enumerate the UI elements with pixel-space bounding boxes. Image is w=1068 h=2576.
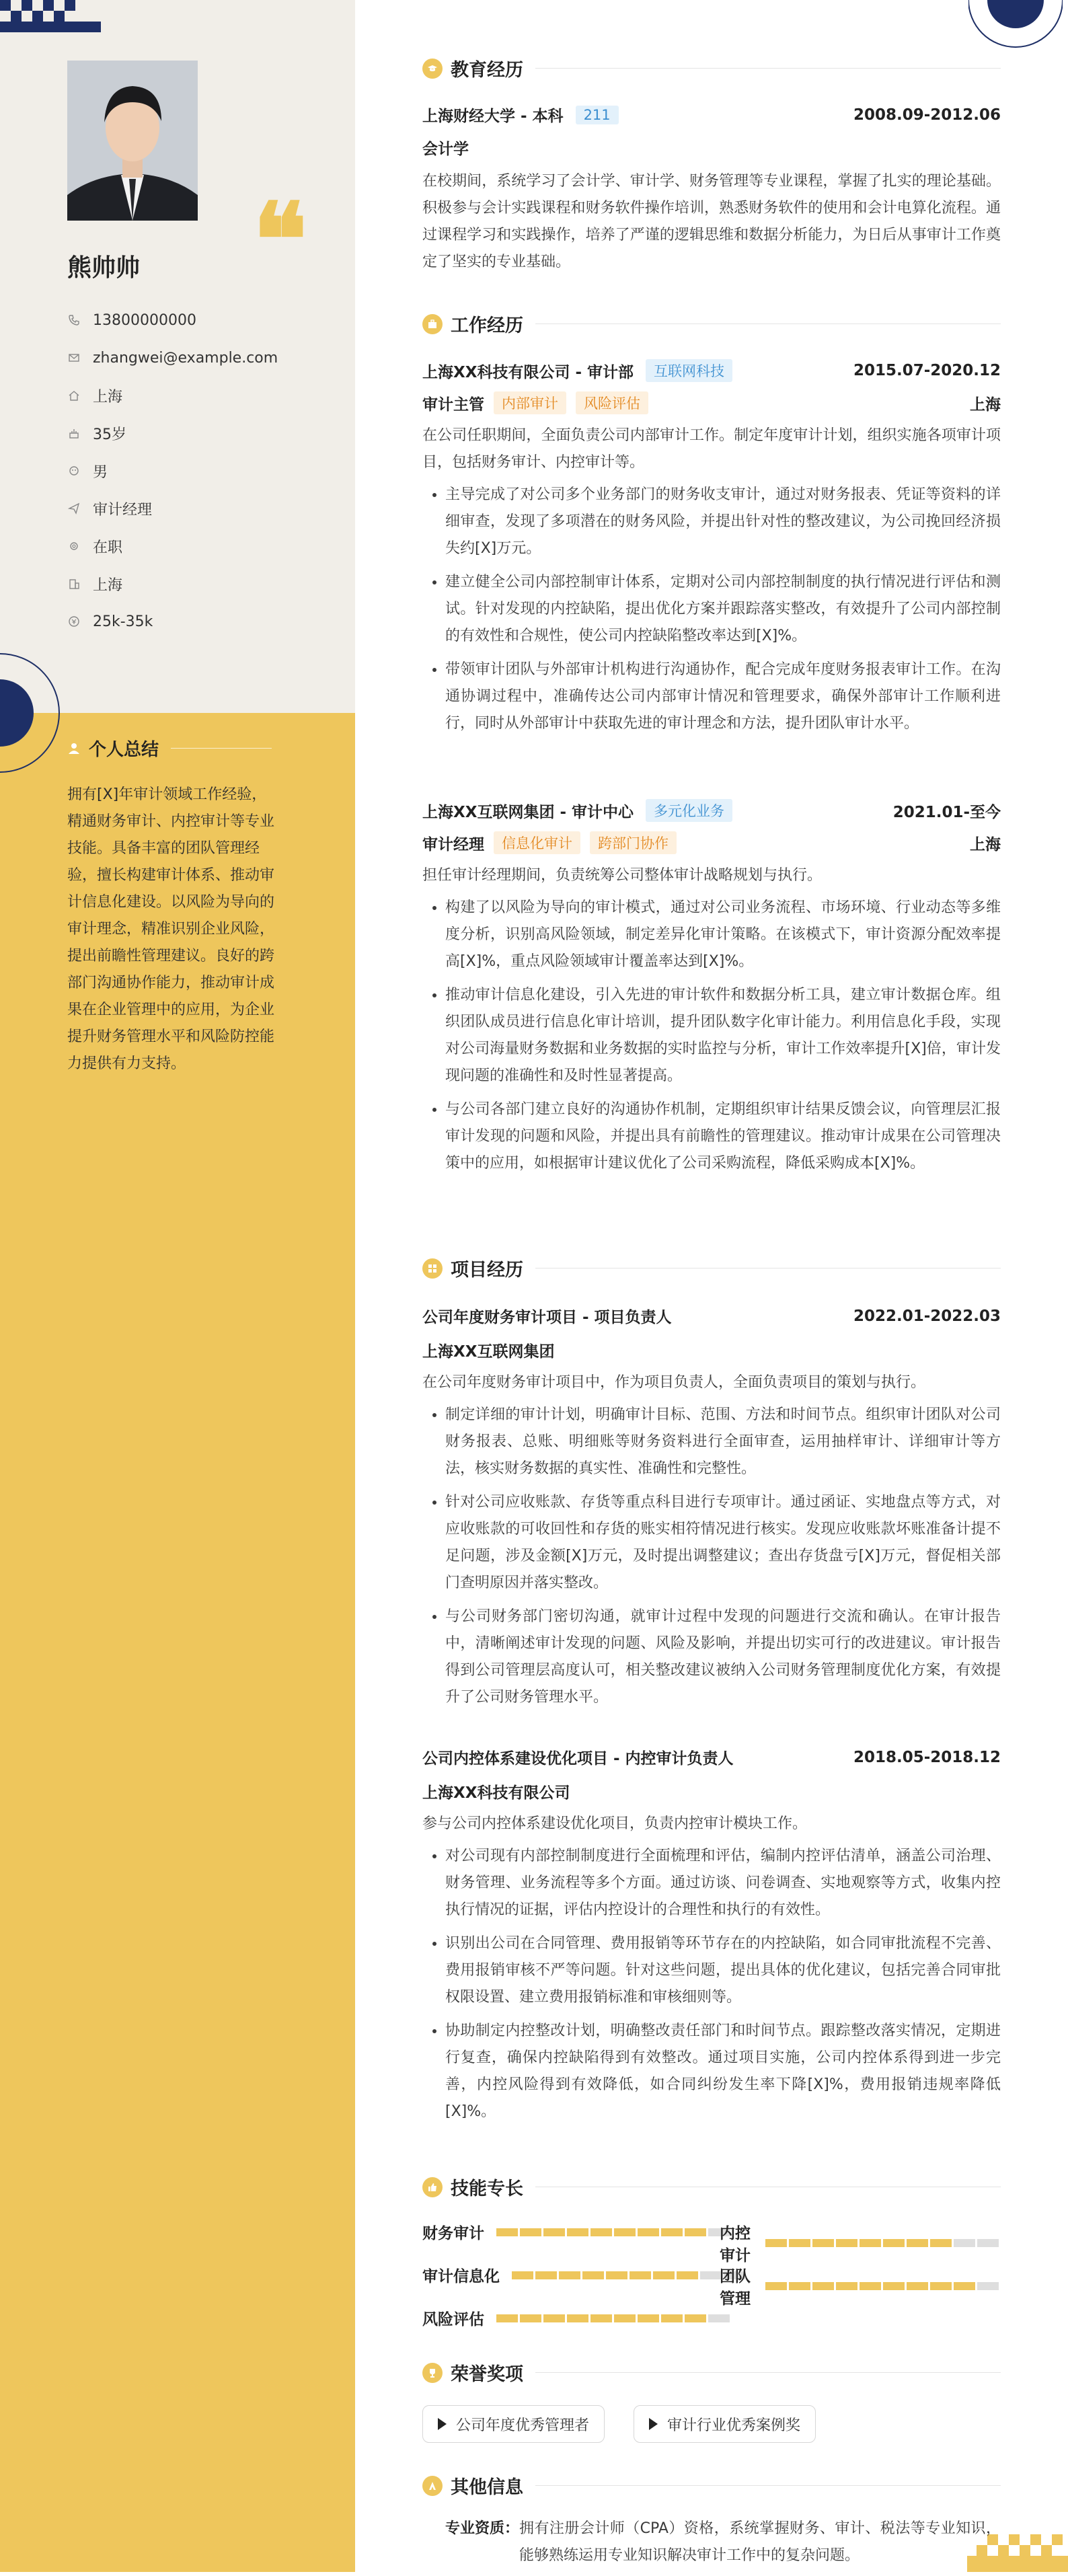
awards-rule xyxy=(535,2372,1001,2373)
award-1-text: 公司年度优秀管理者 xyxy=(456,2417,590,2434)
circle-decoration-left xyxy=(0,646,61,780)
project-entry-2 xyxy=(422,1746,1001,2132)
cake-icon xyxy=(67,426,81,440)
projects-heading xyxy=(422,1255,1001,1281)
job-2-tag-2: 跨部门协作 xyxy=(590,831,677,854)
skill-bar-segment xyxy=(496,2228,518,2236)
job-2-tag-1: 信息化审计 xyxy=(494,831,580,854)
info-salary xyxy=(67,603,336,640)
status-text: 在职 xyxy=(93,539,123,556)
work-entry-2 xyxy=(422,799,1001,1184)
other-list xyxy=(422,2515,1001,2569)
education-entry xyxy=(422,104,1001,276)
project-icon xyxy=(422,1258,443,1279)
skill-bar-segment xyxy=(765,2239,787,2247)
skill-bar-segment xyxy=(661,2228,683,2236)
awards-heading xyxy=(422,2359,1001,2386)
skill-bar-segment xyxy=(590,2228,612,2236)
skill-4-name: 团队管理 xyxy=(720,2268,751,2308)
other-info xyxy=(422,2515,1001,2576)
skill-bar-segment xyxy=(638,2228,659,2236)
job-1-industry: 互联网科技 xyxy=(646,359,732,382)
skill-bar-segment xyxy=(661,2314,683,2322)
skill-bar-segment xyxy=(677,2271,698,2279)
skill-bar-segment xyxy=(685,2228,706,2236)
education-major-row xyxy=(422,137,1001,159)
skill-bar-segment xyxy=(977,2239,999,2247)
job-1-role-row xyxy=(422,391,1001,414)
skill-bar-segment xyxy=(860,2239,881,2247)
list-item: • 针对公司应收账款、存货等重点科目进行专项审计。通过函证、实地盘点等方式，对应收账款的可收回性和存货的账实相符情况进行核实。发现应收账款坏账准备计提不足问题，涉及金额[X]万元，及时提出调整建议；查出存货盘亏[X]万元，督促相关部门查明原因并落实整改。 xyxy=(445,1489,1001,1597)
phone-text: 13800000000 xyxy=(93,311,196,329)
project-1-header xyxy=(422,1305,1001,1327)
education-major: 会计学 xyxy=(422,141,469,158)
list-item: • 主导完成了对公司多个业务部门的财务收支审计，通过对财务报表、凭证等资料的详细审查，发现了多项潜在的财务风险，并提出针对性的整改建议，为公司挽回经济损失约[X]万元。 xyxy=(445,482,1001,562)
city-text: 上海 xyxy=(93,576,123,594)
phone-icon xyxy=(67,313,81,327)
education-header xyxy=(422,104,1001,126)
list-item: • 制定详细的审计计划，明确审计目标、范围、方法和时间节点。组织审计团队对公司财务报表、总账、明细账等财务资料进行全面审查，运用抽样审计、详细审计等方法，核实财务数据的真实性、准确性和完整性。 xyxy=(445,1402,1001,1482)
skill-3 xyxy=(422,2264,747,2286)
info-city xyxy=(67,565,336,603)
job-1-tag-2: 风险评估 xyxy=(576,391,648,414)
award-1 xyxy=(422,2405,605,2443)
summary-divider xyxy=(171,748,272,749)
skill-bar-segment xyxy=(700,2271,722,2279)
skill-bar-segment xyxy=(559,2271,580,2279)
contact-info xyxy=(67,301,336,640)
skill-bar-segment xyxy=(836,2282,857,2290)
project-1-intro: 在公司年度财务审计项目中，作为项目负责人，全面负责项目的策划与执行。 xyxy=(422,1374,926,1391)
project-2-intro: 参与公司内控体系建设优化项目，负责内控审计模块工作。 xyxy=(422,1815,808,1832)
skill-5-bar xyxy=(496,2314,732,2322)
work-title: 工作经历 xyxy=(451,315,523,336)
skill-bar-segment xyxy=(812,2239,834,2247)
play-icon xyxy=(649,2418,658,2430)
job-2-role-row xyxy=(422,831,1001,854)
project-2-org: 上海XX科技有限公司 xyxy=(422,1784,570,1802)
briefcase-icon xyxy=(422,314,443,334)
skill-1-bar xyxy=(496,2228,732,2236)
other-title: 其他信息 xyxy=(451,2477,523,2498)
job-1-tag-1: 内部审计 xyxy=(494,391,566,414)
list-item: • 带领审计团队与外部审计机构进行沟通协作，配合完成年度财务报表审计工作。在沟通协调过程中，准确传达公司内部审计情况和管理要求，确保外部审计工作顺利进行，同时从外部审计中获取先进的审计理念和方法，提升团队审计水平。 xyxy=(445,656,1001,737)
candidate-name: 熊帅帅 xyxy=(67,254,141,282)
skill-bar-segment xyxy=(789,2282,810,2290)
list-item: • 协助制定内控整改计划，明确整改责任部门和时间节点。跟踪整改落实情况，定期进行复查，确保内控缺陷得到有效整改。通过项目实施，公司内控体系得到进一步完善，内控风险得到有效降低，如合同纠纷发生率下降[X]%，费用报销违规率降低[X]%。 xyxy=(445,2018,1001,2125)
skill-bar-segment xyxy=(977,2282,999,2290)
play-icon xyxy=(438,2418,447,2430)
job-2-bullets xyxy=(422,895,1001,1177)
circle-decoration-top-right xyxy=(968,0,1063,54)
quote-icon: ❝ xyxy=(253,181,307,299)
job-1-header xyxy=(422,359,1001,382)
award-2 xyxy=(634,2405,816,2443)
skill-bar-segment xyxy=(653,2271,675,2279)
award-2-text: 审计行业优秀案例奖 xyxy=(667,2417,801,2434)
skill-bar-segment xyxy=(954,2282,975,2290)
skill-bar-segment xyxy=(543,2228,565,2236)
list-item: • 建立健全公司内部控制审计体系，定期对公司内部控制制度的执行情况进行评估和测试。针对发现的内控缺陷，提出优化方案并跟踪落实整改，有效提升了公司内部控制的有效性和合规性，使公司内控缺陷整改率达到[X]%。 xyxy=(445,569,1001,650)
skill-bar-segment xyxy=(590,2314,612,2322)
skill-2-bar xyxy=(765,2239,1001,2247)
skill-3-bar xyxy=(512,2271,747,2279)
skill-bar-segment xyxy=(789,2239,810,2247)
school-name: 上海财经大学 - 本科 xyxy=(422,108,564,125)
skill-2 xyxy=(720,2221,1001,2265)
skill-bar-segment xyxy=(883,2282,905,2290)
job-1-date: 2015.07-2020.12 xyxy=(853,362,1001,379)
education-title: 教育经历 xyxy=(451,60,523,81)
list-item xyxy=(445,2515,1001,2569)
list-item: • 与公司财务部门密切沟通，就审计过程中发现的问题进行交流和确认。在审计报告中，清晰阐述审计发现的问题、风险及影响，并提出切实可行的改进建议。审计报告得到公司管理层高度认可，相关整改建议被纳入公司财务管理制度优化方案，有效提升了公司财务管理水平。 xyxy=(445,1603,1001,1711)
money-icon xyxy=(67,615,81,628)
skill-bar-segment xyxy=(883,2239,905,2247)
list-item: • 识别出公司在合同管理、费用报销等环节存在的内控缺陷，如合同审批流程不完善、费用报销审核不严等问题。针对这些问题，提出具体的优化建议，包括完善合同审批权限设置、建立费用报销标准和审核细则等。 xyxy=(445,1930,1001,2011)
skill-bar-segment xyxy=(606,2271,627,2279)
education-icon xyxy=(422,59,443,79)
other-label: 专业资质： xyxy=(445,2520,520,2537)
skill-bar-segment xyxy=(630,2271,651,2279)
job-1-city: 上海 xyxy=(970,395,1001,414)
skill-bar-segment xyxy=(520,2228,541,2236)
gear-icon xyxy=(67,539,81,553)
project-entry-1 xyxy=(422,1305,1001,1718)
list-item: • 推动审计信息化建设，引入先进的审计软件和数据分析工具，建立审计数据仓库。组织团队成员进行信息化审计培训，提升团队数字化审计能力。利用信息化手段，实现对公司海量财务数据和业务数据的实时监控与分析，审计工作效率提升[X]倍，审计发现问题的准确性和及时性显著提高。 xyxy=(445,982,1001,1090)
gender-text: 男 xyxy=(93,463,108,481)
project-1-date: 2022.01-2022.03 xyxy=(853,1307,1001,1325)
skill-1 xyxy=(422,2221,732,2243)
checker-decoration-top xyxy=(0,0,108,34)
skill-bar-segment xyxy=(765,2282,787,2290)
skill-bar-segment xyxy=(638,2314,659,2322)
list-item: • 与公司各部门建立良好的沟通协作机制，定期组织审计结果反馈会议，向管理层汇报审计发现的问题和风险，并提出具有前瞻性的管理建议。推动审计成果在公司管理决策中的应用，如根据审计建议优化了公司采购流程，降低采购成本[X]%。 xyxy=(445,1096,1001,1177)
other-text: 拥有注册会计师（CPA）资格，系统掌握财务、审计、税法等专业知识，能够熟练运用专业知识解决审计工作中的复杂问题。 xyxy=(519,2520,1001,2564)
mail-icon xyxy=(67,351,81,365)
skill-bar-segment xyxy=(496,2314,518,2322)
skill-bar-segment xyxy=(614,2228,636,2236)
education-heading xyxy=(422,55,1001,81)
skill-bar-segment xyxy=(930,2239,952,2247)
job-2-city: 上海 xyxy=(970,835,1001,854)
job-1-bullets xyxy=(422,482,1001,737)
job-1-company: 上海XX科技有限公司 - 审计部 xyxy=(422,363,634,381)
skill-bar-segment xyxy=(954,2239,975,2247)
skill-bar-segment xyxy=(907,2282,928,2290)
job-1-role: 审计主管 xyxy=(422,395,484,414)
skill-5-name: 风险评估 xyxy=(422,2311,484,2328)
projects-title: 项目经历 xyxy=(451,1260,523,1281)
skill-bar-segment xyxy=(520,2314,541,2322)
gender-icon xyxy=(67,464,81,478)
skill-4-bar xyxy=(765,2282,1001,2290)
awards-title: 荣誉奖项 xyxy=(451,2364,523,2385)
job-1-intro: 在公司任职期间，全面负责公司内部审计工作。制定年度审计计划，组织实施各项审计项目，包括财务审计、内控审计等。 xyxy=(422,427,1001,471)
info-gender xyxy=(67,452,336,490)
school-tag: 211 xyxy=(576,106,619,124)
project-1-name: 公司年度财务审计项目 - 项目负责人 xyxy=(422,1309,672,1326)
skill-bar-segment xyxy=(685,2314,706,2322)
education-rule xyxy=(535,68,1001,69)
info-location xyxy=(67,377,336,414)
work-entry-1 xyxy=(422,359,1001,744)
job-2-company: 上海XX互联网集团 - 审计中心 xyxy=(422,803,634,821)
list-item: • 对公司现有内部控制制度进行全面梳理和评估，编制内控评估清单，涵盖公司治理、财务管理、业务流程等多个方面。通过访谈、问卷调查、实地观察等方式，收集内控执行情况的证据，评估内控设计的合理性和执行的有效性。 xyxy=(445,1843,1001,1924)
profile-photo xyxy=(67,61,198,221)
job-2-industry: 多元化业务 xyxy=(646,799,732,822)
skill-bar-segment xyxy=(930,2282,952,2290)
project-2-header xyxy=(422,1746,1001,1768)
other-rule xyxy=(535,2485,1001,2486)
age-text: 35岁 xyxy=(93,426,126,443)
summary-heading xyxy=(67,736,272,761)
skills-heading xyxy=(422,2174,1001,2200)
job-2-date: 2021.01-至今 xyxy=(892,803,1001,821)
location-text: 上海 xyxy=(93,388,123,406)
avatar xyxy=(67,61,198,221)
summary-text: 拥有[X]年审计领域工作经验，精通财务审计、内控审计等专业技能。具备丰富的团队管理经验，擅长构建审计体系、推动审计信息化建设。以风险为导向的审计理念，精准识别企业风险，提出前瞻性管理建议。良好的跨部门沟通协作能力，推动审计成果在企业管理中的应用，为企业提升财务管理水平和风险防控能力提供有力支持。 xyxy=(67,786,275,1072)
home-icon xyxy=(67,389,81,402)
email-text: zhangwei@example.com xyxy=(93,349,278,367)
skill-5 xyxy=(422,2307,732,2329)
education-date: 2008.09-2012.06 xyxy=(853,106,1001,124)
skill-bar-segment xyxy=(535,2271,557,2279)
skill-bar-segment xyxy=(567,2314,588,2322)
job-2-intro: 担任审计经理期间，负责统筹公司整体审计战略规划与执行。 xyxy=(422,867,823,884)
other-heading xyxy=(422,2472,1001,2499)
info-email xyxy=(67,339,336,377)
skill-bar-segment xyxy=(860,2282,881,2290)
project-1-org-row xyxy=(422,1339,1001,1361)
summary-title: 个人总结 xyxy=(89,740,159,760)
info-age xyxy=(67,414,336,452)
skills-title: 技能专长 xyxy=(451,2179,523,2199)
skill-bar-segment xyxy=(567,2228,588,2236)
list-item: • 构建了以风险为导向的审计模式，通过对公司业务流程、市场环境、行业动态等多维度分析，识别高风险领域，制定差异化审计策略。在该模式下，审计资源分配效率提高[X]%，重点风险领域审计覆盖率达到[X]%。 xyxy=(445,895,1001,975)
skill-bar-segment xyxy=(512,2271,533,2279)
skill-4 xyxy=(720,2264,1001,2308)
project-2-bullets xyxy=(422,1843,1001,2125)
work-heading xyxy=(422,311,1001,337)
project-2-name: 公司内控体系建设优化项目 - 内控审计负责人 xyxy=(422,1750,734,1768)
education-desc: 在校期间，系统学习了会计学、审计学、财务管理等专业课程，掌握了扎实的理论基础。积极参与会计实践课程和财务软件操作培训，熟悉财务软件的使用和会计电算化流程。通过课程学习和实践操作，培养了严谨的逻辑思维和数据分析能力，为日后从事审计工作奠定了坚实的专业基础。 xyxy=(422,173,1001,270)
job-target-text: 审计经理 xyxy=(93,501,153,519)
trophy-icon xyxy=(422,2363,443,2383)
skill-bar-segment xyxy=(582,2271,604,2279)
info-icon xyxy=(422,2476,443,2496)
salary-text: 25k-35k xyxy=(93,613,153,630)
project-1-bullets xyxy=(422,1402,1001,1711)
building-icon xyxy=(67,577,81,591)
skill-bar-segment xyxy=(543,2314,565,2322)
skill-3-name: 审计信息化 xyxy=(422,2268,500,2285)
skill-2-name: 内控审计 xyxy=(720,2225,751,2265)
skill-bar-segment xyxy=(708,2314,730,2322)
skill-bar-segment xyxy=(907,2239,928,2247)
project-2-date: 2018.05-2018.12 xyxy=(853,1748,1001,1766)
project-1-org: 上海XX互联网集团 xyxy=(422,1343,555,1361)
skill-bar-segment xyxy=(836,2239,857,2247)
info-phone xyxy=(67,301,336,339)
job-2-header xyxy=(422,799,1001,822)
skill-bar-segment xyxy=(812,2282,834,2290)
skill-bar-segment xyxy=(614,2314,636,2322)
send-icon xyxy=(67,502,81,515)
info-status xyxy=(67,527,336,565)
info-job-target xyxy=(67,490,336,527)
skill-1-name: 财务审计 xyxy=(422,2225,484,2242)
job-2-role: 审计经理 xyxy=(422,835,484,854)
thumbs-up-icon xyxy=(422,2177,443,2197)
project-2-org-row xyxy=(422,1780,1001,1803)
user-icon xyxy=(67,742,81,755)
